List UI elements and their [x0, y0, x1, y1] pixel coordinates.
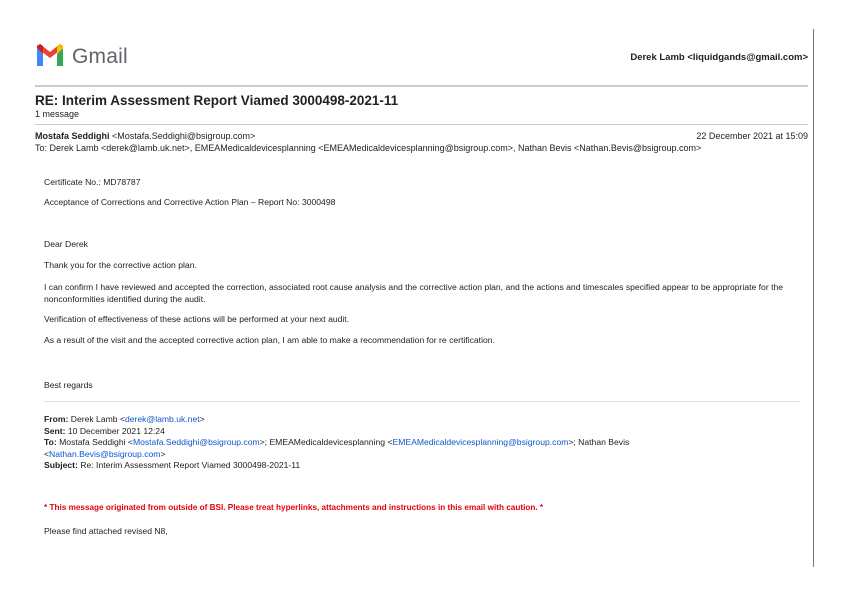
page-edge-rule [813, 29, 814, 567]
gmail-logo-icon [35, 44, 65, 68]
verification-line: Verification of effectiveness of these actions will be performed at your next audit. [44, 314, 350, 324]
quoted-subject: Subject: Re: Interim Assessment Report Viamed 3000498-2021-11 [44, 460, 301, 470]
subject-divider [35, 124, 808, 125]
gmail-wordmark: Gmail [72, 45, 128, 68]
greeting-line: Dear Derek [44, 239, 88, 249]
external-warning: * This message originated from outside of BSI. Please treat hyperlinks, attachments and instructions in this email with caution. * [44, 503, 544, 512]
certificate-line: Certificate No.: MD78787 [44, 177, 141, 187]
message-sender [35, 131, 255, 141]
message-date: 22 December 2021 at 15:09 [696, 131, 808, 141]
account-label: Derek Lamb <liquidgands@gmail.com> [630, 52, 808, 63]
quote-divider [44, 401, 800, 402]
confirm-paragraph: I can confirm I have reviewed and accepted the correction, associated root cause analysis and the corrective action plan, and the actions and timescales specified appear to be appropriate for the nonconformities identified during the audit. [44, 282, 784, 304]
sender-name: Mostafa Seddighi [35, 131, 110, 141]
quoted-sent: Sent: 10 December 2021 12:24 [44, 425, 165, 436]
sender-email: <Mostafa.Seddighi@bsigroup.com> [112, 131, 256, 141]
to-email-link-2[interactable]: EMEAMedicaldevicesplanning@bsigroup.com [392, 437, 569, 447]
from-email-link[interactable]: derek@lamb.uk.net [124, 414, 200, 424]
quoted-to: To: Mostafa Seddighi <Mostafa.Seddighi@bsigroup.com>; EMEAMedicaldevicesplanning <EMEAMedicaldevicesplanning@bsigroup.com>; Nathan Bevis [44, 437, 630, 447]
signoff-line: Best regards [44, 380, 93, 390]
message-recipients: To: Derek Lamb <derek@lamb.uk.net>, EMEAMedicaldevicesplanning <EMEAMedicaldevicesplanning@bsigroup.com>, Nathan Bevis <Nathan.Bevis@bsigroup.com> [35, 143, 702, 153]
to-email-link-1[interactable]: Mostafa.Seddighi@bsigroup.com [132, 437, 260, 447]
result-line: As a result of the visit and the accepted corrective action plan, I am able to make a recommendation for re certification. [44, 335, 495, 345]
thanks-line: Thank you for the corrective action plan. [44, 260, 197, 270]
to-email-link-3[interactable]: Nathan.Bevis@bsigroup.com [49, 448, 161, 459]
header-divider [35, 85, 808, 87]
thread-subject: RE: Interim Assessment Report Viamed 3000498-2021-11 [35, 93, 399, 108]
quoted-from: From: Derek Lamb <derek@lamb.uk.net> [44, 414, 205, 424]
quoted-to-continued: <Nathan.Bevis@bsigroup.com> [44, 448, 166, 459]
acceptance-line: Acceptance of Corrections and Corrective Action Plan – Report No: 3000498 [44, 197, 336, 207]
closing-line: Please find attached revised N8, [44, 526, 168, 536]
message-count: 1 message [35, 109, 80, 119]
